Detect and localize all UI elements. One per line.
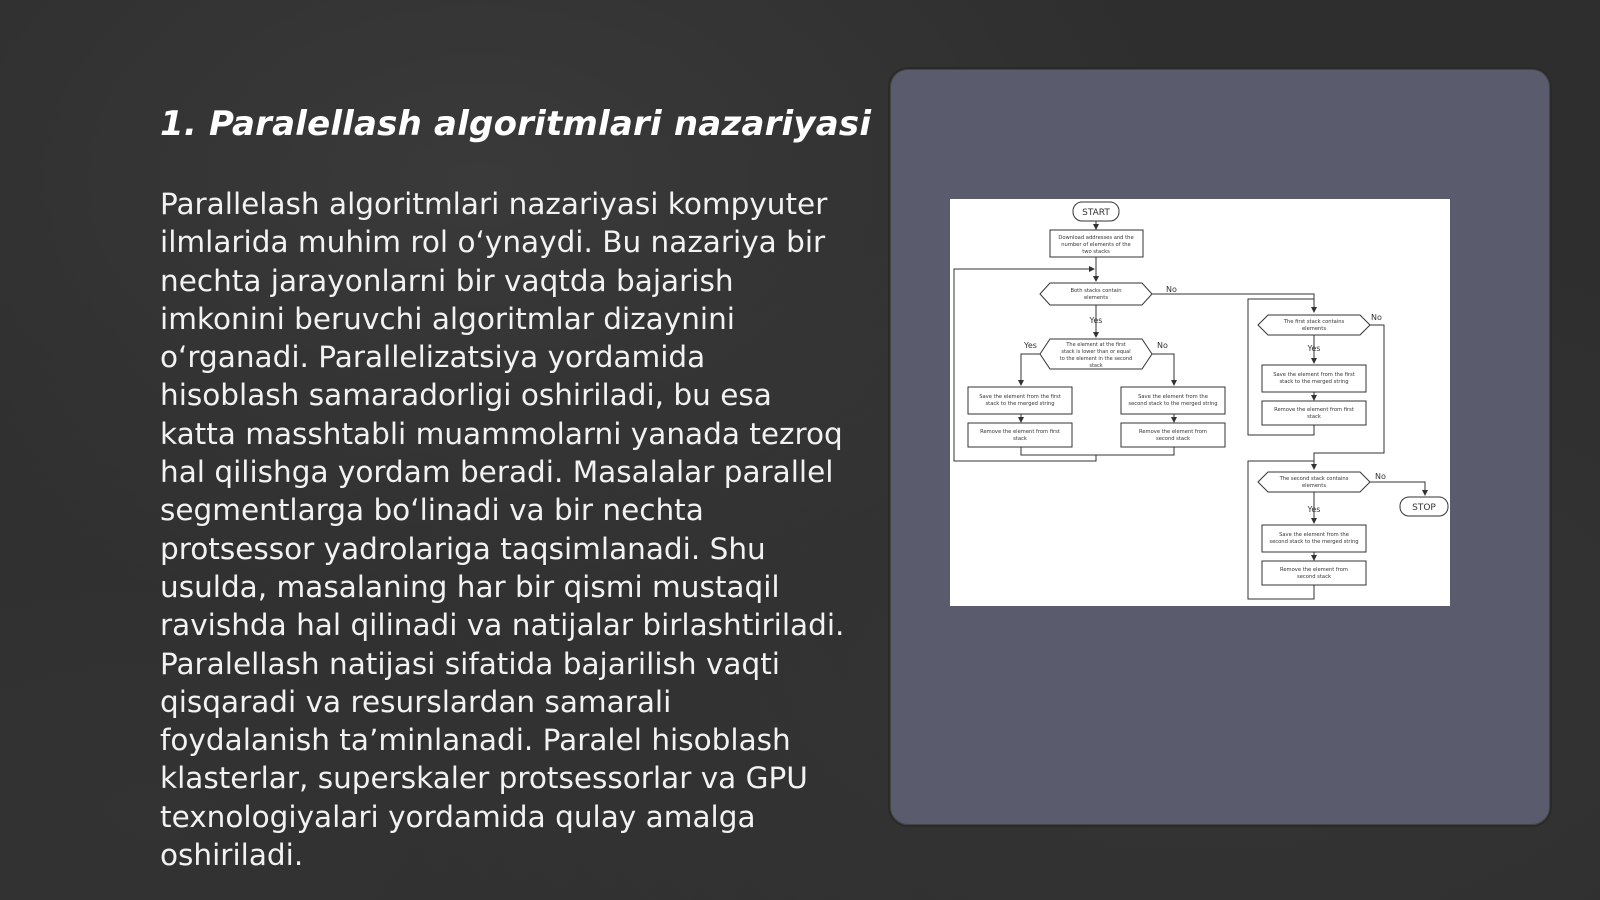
compare-line-2: stack is lower than or equal <box>1061 349 1131 355</box>
save-second-line-2: second stack to the merged string <box>1128 401 1218 407</box>
save-second-line-1: Save the element from the <box>1138 394 1208 400</box>
remove-first-right-line-2: stack <box>1307 414 1321 420</box>
yes-label-compare: Yes <box>1024 341 1037 350</box>
slide-title: 1. Paralellash algoritmlari nazariyasi <box>160 104 872 144</box>
download-line-2: number of elements of the <box>1061 242 1131 248</box>
remove-first-right-box <box>1262 401 1366 425</box>
first-contains-line-1: The first stack contains <box>1283 319 1345 325</box>
second-contains-line-2: elements <box>1301 483 1327 489</box>
remove-second-line-2: second stack <box>1156 436 1190 442</box>
yes-label-main: Yes <box>1089 316 1103 325</box>
first-contains-line-2: elements <box>1301 326 1327 332</box>
compare-line-4: stack <box>1089 363 1103 369</box>
first-contains-decision <box>1258 315 1370 335</box>
flowchart-svg <box>950 199 1450 606</box>
no-label-main: No <box>1166 285 1177 294</box>
yes-label-second: Yes <box>1307 505 1321 514</box>
yes-label-first: Yes <box>1307 344 1321 353</box>
save-first-right-line-2: stack to the merged string <box>1279 379 1349 385</box>
slide-body-text: Parallelash algoritmlari nazariyasi kompyuter ilmlarida muhim rol o‘ynaydi. Bu nazariya bir nechta jarayonlarni bir vaqtda bajarish imkonini beruvchi algoritmlar dizaynini o‘rganadi. Parallelizatsiya yordamida hisoblash samaradorligi oshiriladi, bu esa katta masshtabli muammolarni yanada tezroq hal qilishga yordam beradi. Masalalar parallel segmentlarga bo‘linadi va bir nechta protsessor yadrolariga taqsimlanadi. Shu usulda, masalaning har bir qismi mustaqil ravishda hal qilinadi va natijalar birlashtiriladi. Paralellash natijasi sifatida bajarilish vaqti qisqaradi va resurslardan samarali foydalanish ta’minlanadi. Paralel hisoblash klasterlar, superskaler protsessorlar va GPU texnologiyalari yordamida qulay amalga oshiriladi. <box>160 187 845 873</box>
compare-line-1: The element at the first <box>1066 342 1126 348</box>
download-line-3: two stacks <box>1082 249 1110 255</box>
flowchart-figure <box>950 199 1450 606</box>
download-line-1: Download addresses and the <box>1058 235 1134 241</box>
stop-label: STOP <box>1412 503 1436 513</box>
both-contain-line-2: elements <box>1083 295 1109 301</box>
second-contains-line-1: The second stack contains <box>1279 476 1349 482</box>
remove-second-line-1: Remove the element from <box>1139 429 1207 435</box>
remove-second-right-line-2: second stack <box>1297 574 1331 580</box>
remove-first-right-line-1: Remove the element from first <box>1274 407 1354 413</box>
remove-first-line-2: stack <box>1013 436 1027 442</box>
save-second-right-line-1: Save the element from the <box>1279 532 1349 538</box>
no-label-second: No <box>1375 472 1386 481</box>
remove-second-right-box <box>1262 561 1366 585</box>
save-first-line-2: stack to the merged string <box>985 401 1055 407</box>
remove-first-line-1: Remove the element from first <box>980 429 1060 435</box>
no-label-first: No <box>1371 313 1382 322</box>
second-contains-decision <box>1258 472 1370 492</box>
remove-second-right-line-1: Remove the element from <box>1280 567 1348 573</box>
start-label: START <box>1082 208 1110 218</box>
remove-first-box <box>968 423 1072 447</box>
save-first-right-line-1: Save the element from the first <box>1273 372 1355 378</box>
remove-second-box <box>1121 423 1225 447</box>
compare-line-3: to the element in the second <box>1059 356 1133 362</box>
no-label-compare: No <box>1157 341 1168 350</box>
both-contain-line-1: Both stacks contain <box>1070 288 1122 294</box>
both-contain-decision <box>1040 283 1152 305</box>
save-second-right-line-2: second stack to the merged string <box>1269 539 1359 545</box>
save-first-line-1: Save the element from the first <box>979 394 1061 400</box>
